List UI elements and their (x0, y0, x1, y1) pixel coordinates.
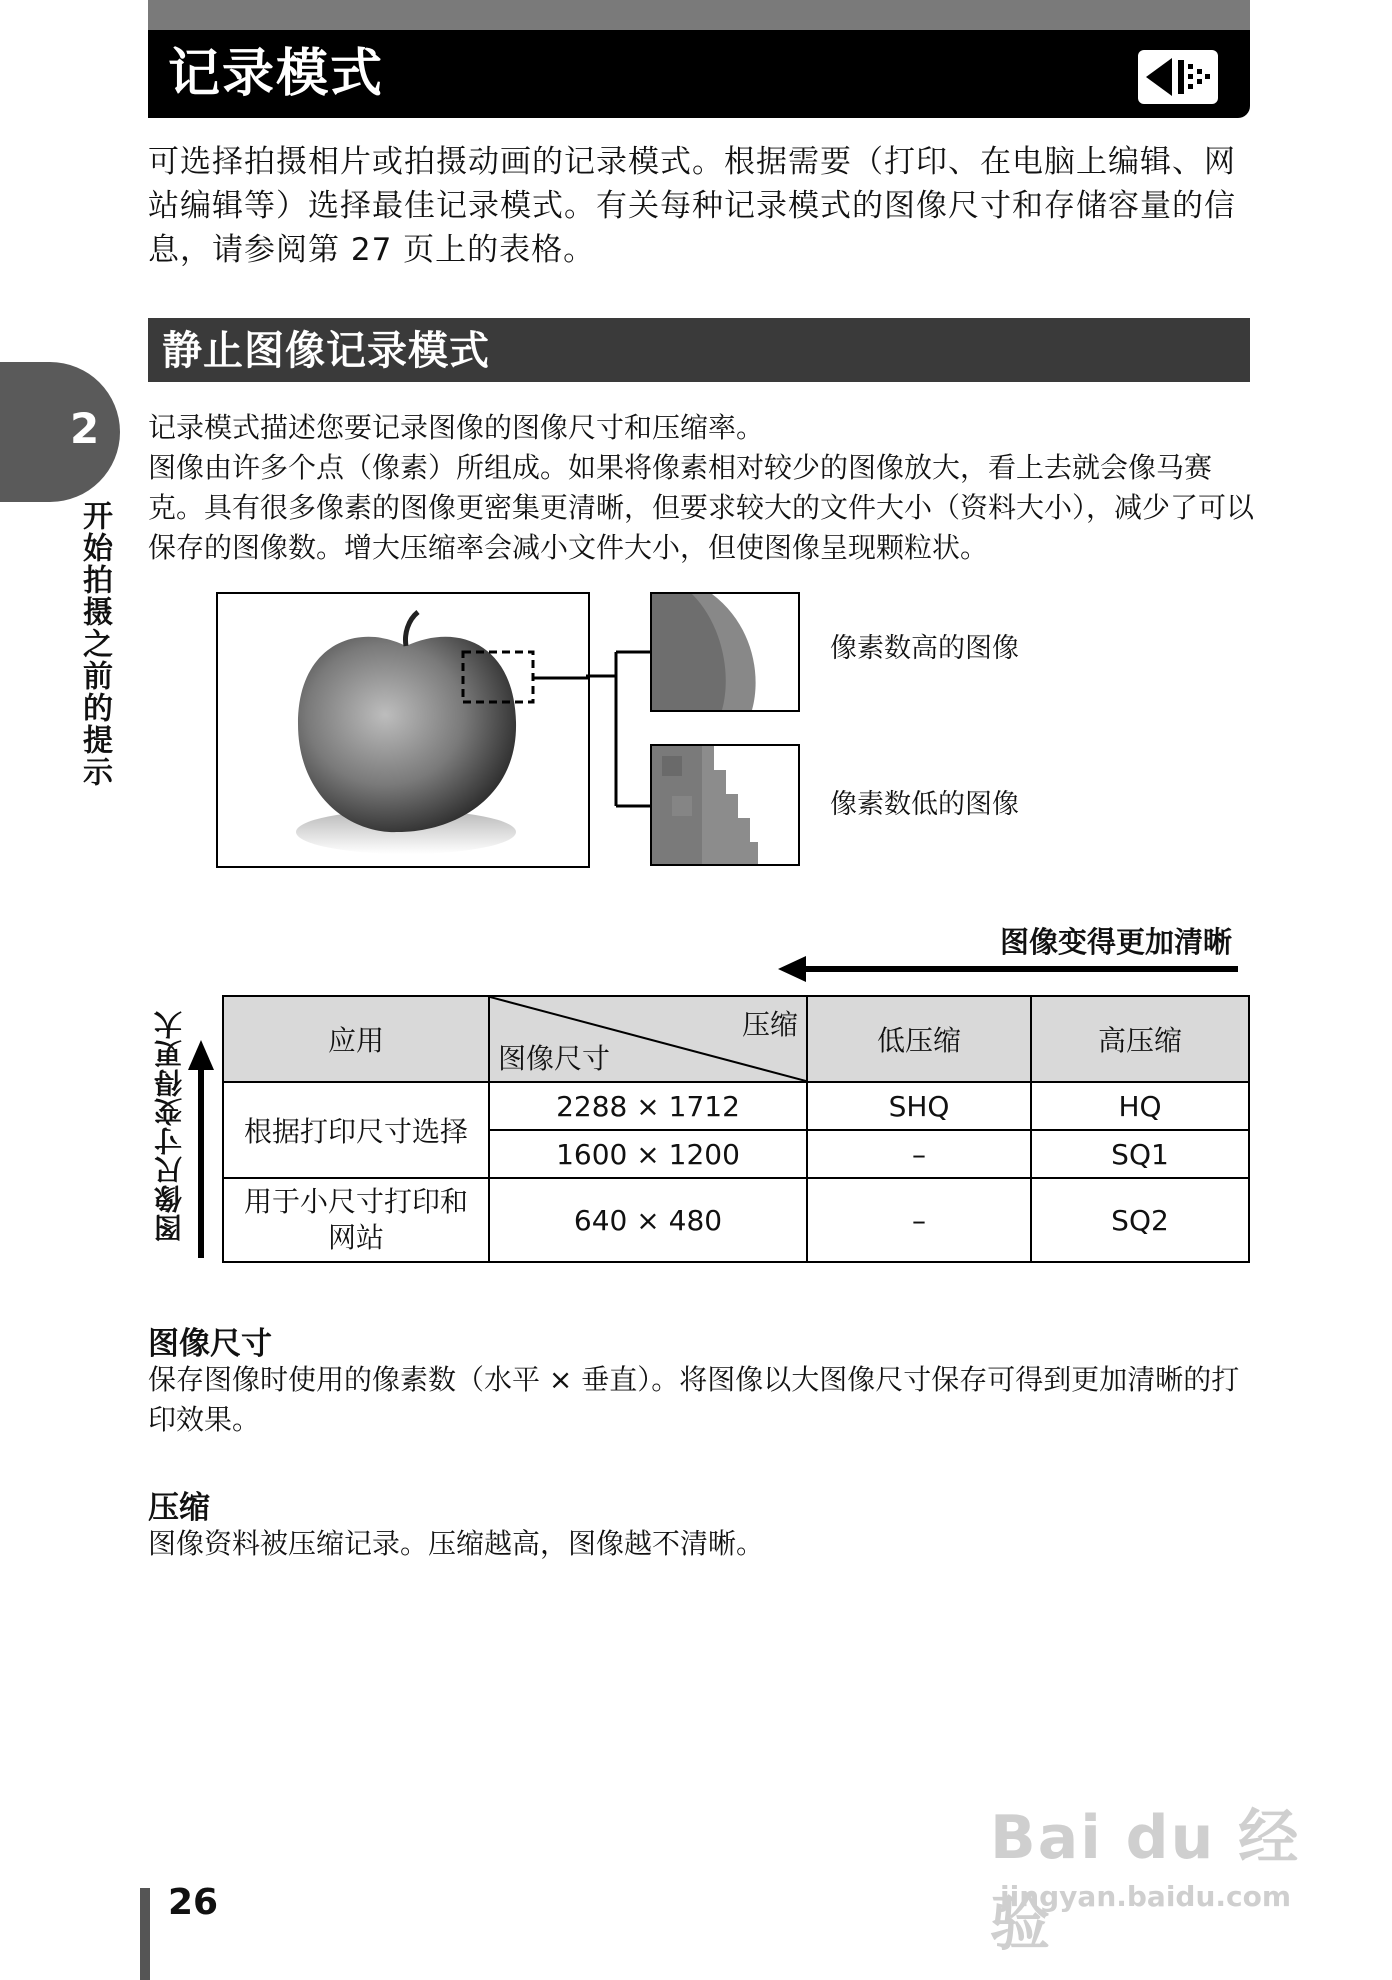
table-row (223, 1082, 1249, 1130)
left-arrow (778, 954, 1238, 984)
title-bar (148, 30, 1250, 118)
top-strip (148, 0, 1250, 30)
image-size-heading: 图像尺寸 (148, 1326, 272, 1362)
section-title: 静止图像记录模式 (162, 328, 490, 374)
intro-paragraph: 可选择拍摄相片或拍摄动画的记录模式。根据需要（打印、在电脑上编辑、网站编辑等）选择最佳记录模式。有关每种记录模式的图像尺寸和存储容量的信息，请参阅第 27 页上的表格。 (148, 144, 1236, 268)
row-low: – (807, 1130, 1031, 1178)
compression-heading: 压缩 (148, 1490, 210, 1526)
watermark-brand: Bai du 经验 (990, 1803, 1301, 1959)
row-size: 2288 × 1712 (489, 1082, 807, 1130)
header-size-compression (489, 996, 807, 1082)
body-paragraph-2: 图像由许多个点（像素）所组成。如果将像素相对较少的图像放大，看上去就会像马赛克。具有很多像素的图像更密集更清晰，但要求较大的文件大小（资料大小），减少了可以保存的图像数。增大压缩率会减小文件大小，但使图像呈现颗粒状。 (148, 451, 1255, 564)
row-low: – (807, 1178, 1031, 1262)
image-size-text: 保存图像时使用的像素数（水平 × 垂直）。将图像以大图像尺寸保存可得到更加清晰的打印效果。 (148, 1363, 1240, 1436)
header-image-size: 图像尺寸 (498, 1042, 611, 1075)
row-application-web: 用于小尺寸打印和网站 (223, 1178, 489, 1262)
header-high-compression: 高压缩 (1031, 996, 1249, 1082)
body-paragraph-1: 记录模式描述您要记录图像的图像尺寸和压缩率。 (148, 411, 765, 444)
high-res-crop (650, 592, 800, 712)
record-mode-table (222, 995, 1250, 1263)
watermark-url: jingyan.baidu.com (1000, 1880, 1292, 1913)
chapter-tab (0, 362, 120, 502)
up-arrow (186, 1040, 216, 1260)
page-number-bar (140, 1888, 150, 1980)
connector-lines (586, 640, 652, 810)
page-title: 记录模式 (168, 44, 385, 104)
row-high: SQ1 (1031, 1130, 1249, 1178)
compression-text: 图像资料被压缩记录。压缩越高，图像越不清晰。 (148, 1527, 765, 1560)
row-low: SHQ (807, 1082, 1031, 1130)
row-application-print: 根据打印尺寸选择 (223, 1082, 489, 1178)
clearer-arrow-label: 图像变得更加清晰 (1000, 925, 1233, 959)
chapter-label: 开始拍摄之前的提示 (77, 500, 112, 788)
baidu-watermark (990, 1770, 1320, 1959)
header-application: 应用 (223, 996, 489, 1082)
apple-photo (216, 592, 590, 868)
bigger-arrow-label: 图像尺寸变得更大 (153, 1010, 186, 1242)
record-mode-icon (1138, 50, 1218, 104)
chapter-number: 2 (70, 404, 100, 453)
row-size: 1600 × 1200 (489, 1130, 807, 1178)
body-text (148, 408, 1258, 568)
row-high: SQ2 (1031, 1178, 1249, 1262)
row-high: HQ (1031, 1082, 1249, 1130)
low-res-crop (650, 744, 800, 866)
page-number: 26 (168, 1882, 219, 1923)
caption-high-res: 像素数高的图像 (830, 633, 1019, 664)
section-bar (148, 318, 1250, 382)
header-compression: 压缩 (741, 1008, 798, 1041)
caption-low-res: 像素数低的图像 (830, 789, 1019, 820)
header-low-compression: 低压缩 (807, 996, 1031, 1082)
row-size: 640 × 480 (489, 1178, 807, 1262)
table-row (223, 1178, 1249, 1262)
